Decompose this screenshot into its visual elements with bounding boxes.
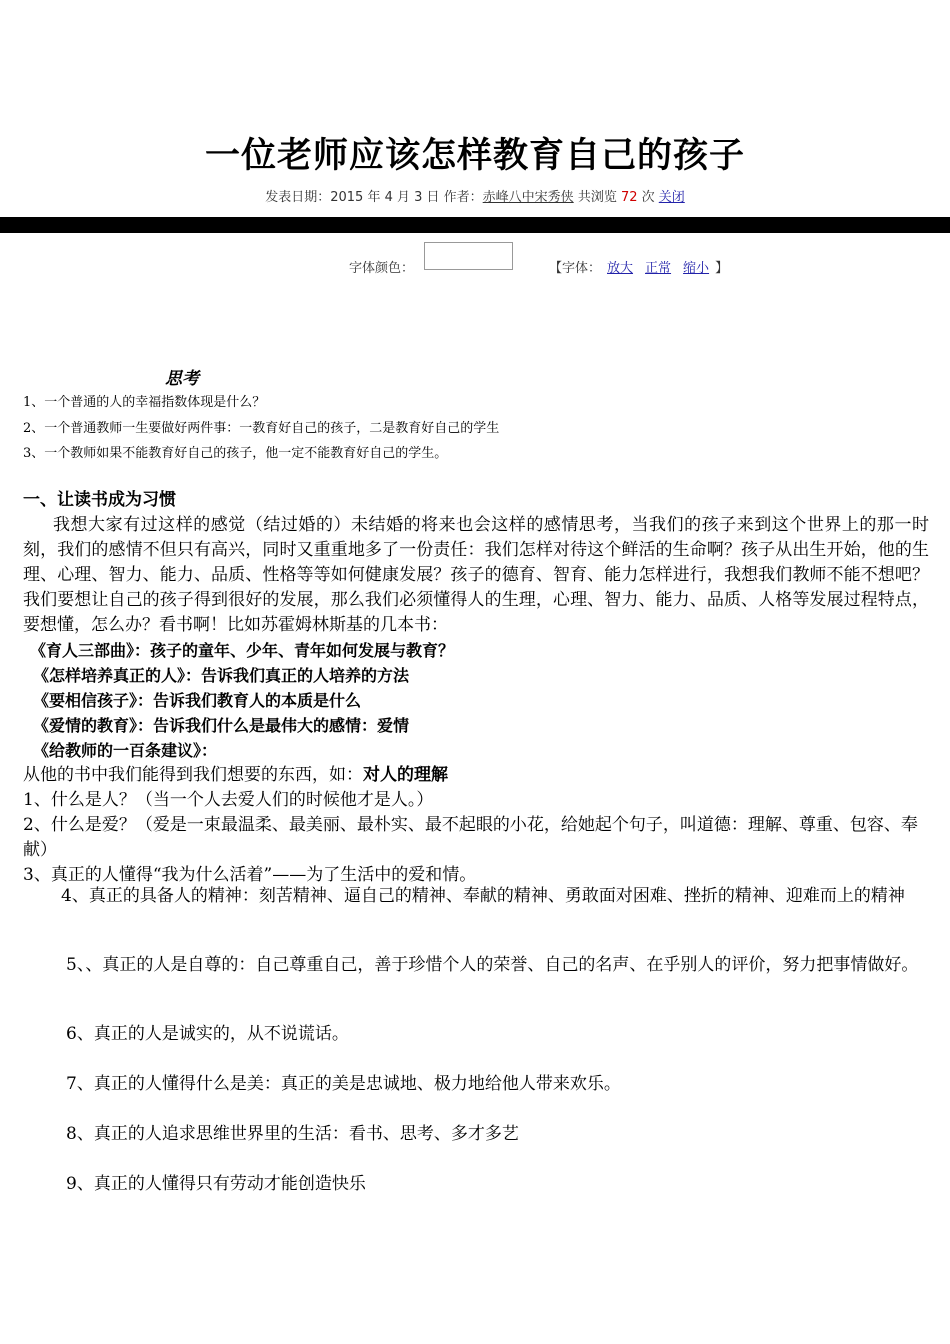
- point-item: 3、真正的人懂得“我为什么活着”——为了生活中的爱和情。: [23, 865, 477, 885]
- close-link[interactable]: 关闭: [658, 190, 685, 205]
- date-year-unit: 年: [363, 190, 385, 205]
- point-item: 8、真正的人追求思维世界里的生活：看书、思考、多才多艺: [66, 1124, 519, 1144]
- font-color-picker[interactable]: [424, 242, 513, 270]
- intro-line: [23, 763, 929, 788]
- point-item: 7、真正的人懂得什么是美：真正的美是忠诚地、极力地给他人带来欢乐。: [66, 1074, 621, 1094]
- date-year: 2015: [330, 190, 364, 205]
- date-month-unit: 月: [392, 190, 415, 205]
- normal-font-link[interactable]: 正常: [645, 261, 672, 276]
- header-divider: [0, 217, 950, 233]
- think-heading: 思考: [165, 369, 199, 389]
- point-item: 2、什么是爱？（爱是一束最温柔、最美丽、最朴实、最不起眼的小花，给她起个句子，叫道德：理解、尊重、包容、奉献）: [23, 815, 918, 860]
- point-item: 9、真正的人懂得只有劳动才能创造快乐: [66, 1174, 366, 1194]
- article-title: 一位老师应该怎样教育自己的孩子: [204, 136, 745, 176]
- author-link[interactable]: 赤峰八中宋秀侠: [482, 190, 574, 205]
- date-month: 4: [384, 190, 393, 205]
- views-unit: 次: [637, 190, 659, 205]
- think-question: 3、一个教师如果不能教育好自己的孩子，他一定不能教育好自己的学生。: [23, 446, 448, 461]
- article-meta: [0, 186, 950, 205]
- font-size-controls: [549, 257, 728, 276]
- book-item: 《要相信孩子》：告诉我们教育人的本质是什么: [33, 691, 362, 710]
- section-heading: 一、让读书成为习惯: [23, 490, 176, 510]
- body-paragraph: 我想大家有过这样的感觉（结过婚的）未结婚的将来也会这样的感情思考，当我们的孩子来到这个世界上的那一时刻，我们的感情不但只有高兴，同时又重重地多了一份责任：我们怎样对待这个鲜活的生命啊？孩子从出生开始，他的生理、心理、智力、能力、品质、性格等等如何健康发展？孩子的德育、智育、能力怎样进行，我想我们教师不能不想吧？我们要想让自己的孩子得到很好的发展，那么我们必须懂得人的生理，心理、智力、能力、品质、人格等发展过程特点，要想懂，怎么办？看书啊！比如苏霍姆林斯基的几本书：: [23, 515, 929, 635]
- shrink-font-link[interactable]: 缩小: [683, 261, 710, 276]
- book-item: 《育人三部曲》：孩子的童年、少年、青年如何发展与教育？: [30, 641, 455, 660]
- date-day-unit: 日 作者：: [422, 190, 483, 205]
- point-item: 4、真正的具备人的精神：刻苦精神、逼自己的精神、奉献的精神、勇敢面对困难、挫折的精神、迎难而上的精神: [61, 886, 905, 906]
- point-item: 5、、真正的人是自尊的：自己尊重自己，善于珍惜个人的荣誉、自己的名声、在乎别人的评价，努力把事情做好。: [66, 955, 919, 975]
- book-item: 《给教师的一百条建议》：: [33, 741, 218, 760]
- intro-text: 从他的书中我们能得到我们想要的东西，如：: [23, 765, 363, 785]
- font-open-label: 【字体：: [549, 261, 602, 276]
- think-question: 1、一个普通的人的幸福指数体现是什么？: [23, 395, 266, 410]
- date-label: 发表日期：: [265, 190, 331, 205]
- date-day: 3: [414, 190, 423, 205]
- intro-emphasis: 对人的理解: [363, 765, 448, 785]
- font-color-label: 字体颜色：: [349, 261, 415, 276]
- view-count: 72: [620, 190, 638, 205]
- article-body: [23, 488, 929, 888]
- think-question: 2、一个普通教师一生要做好两件事：一教育好自己的孩子，二是教育好自己的学生: [23, 421, 500, 436]
- book-item: 《爱情的教育》：告诉我们什么是最伟大的感情：爱情: [33, 716, 410, 735]
- book-item: 《怎样培养真正的人》：告诉我们真正的人培养的方法: [33, 666, 410, 685]
- point-item: 6、真正的人是诚实的，从不说谎话。: [66, 1024, 349, 1044]
- views-label: 共浏览: [573, 190, 621, 205]
- point-item: 1、什么是人？（当一个人去爱人们的时候他才是人。）: [23, 790, 434, 810]
- enlarge-font-link[interactable]: 放大: [607, 261, 634, 276]
- font-close-label: 】: [715, 261, 729, 276]
